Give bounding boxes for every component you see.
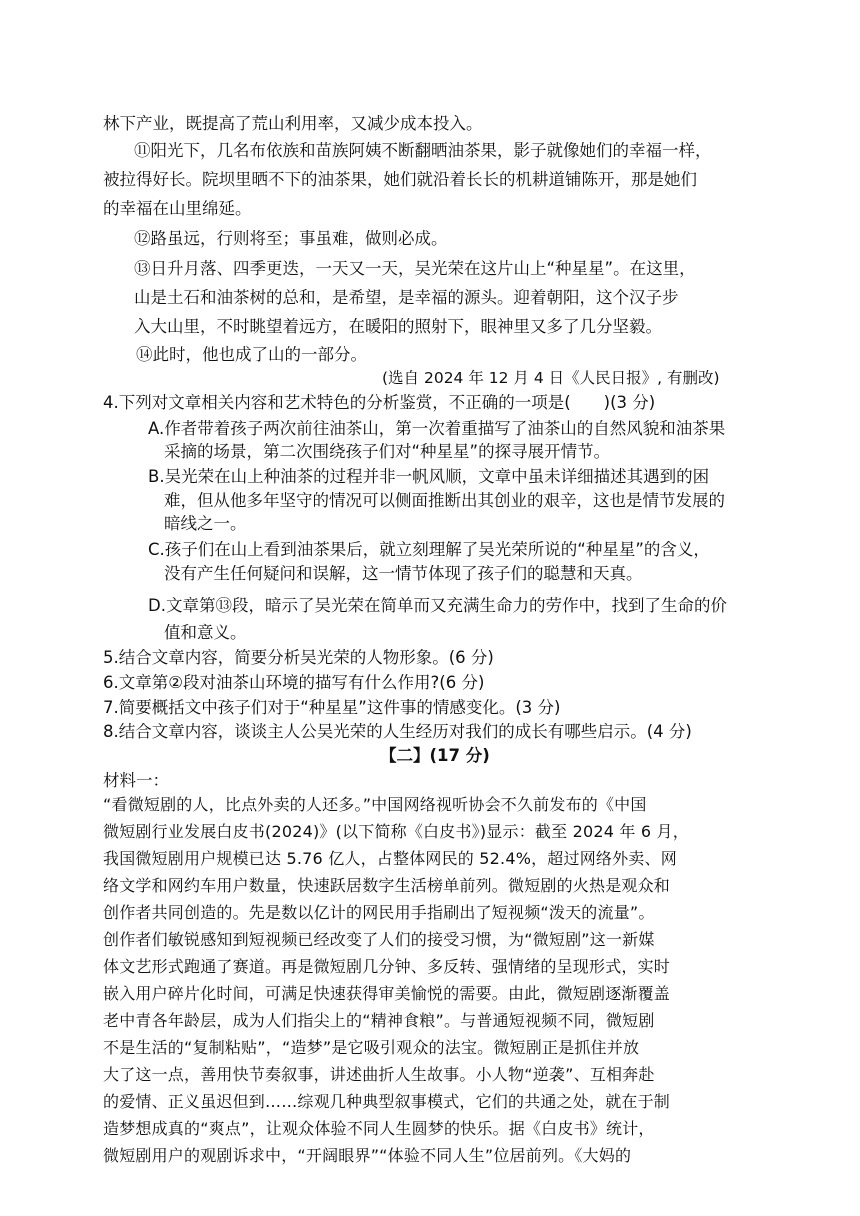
material-line: 我国微短剧用户规模已达 5.76 亿人，占整体网民的 52.4%，超过网络外卖、网: [103, 849, 677, 868]
paragraph-11-line-2: 被拉得好长。院坝里晒不下的油茶果，她们就沿着长长的机耕道铺陈开，那是她们: [103, 170, 697, 189]
material-line: 老中青各年龄层，成为人们指尖上的“精神食粮”。与普通短视频不同，微短剧: [103, 1011, 655, 1030]
option-d-line-2: 值和意义。: [164, 623, 247, 642]
question-6: 6.文章第②段对油茶山环境的描写有什么作用?(6 分): [103, 673, 485, 692]
paragraph-continuation: 林下产业，既提高了荒山利用率，又减少成本投入。: [103, 114, 483, 133]
option-a-line-2: 采摘的场景，第二次围绕孩子们对“种星星”的探寻展开情节。: [164, 442, 611, 461]
material-line: “看微短剧的人，比点外卖的人还多。”中国网络视听协会不久前发布的《中国: [103, 795, 647, 814]
paragraph-13-line-3: 入大山里，不时眺望着远方，在暖阳的照射下，眼神里又多了几分坚毅。: [134, 317, 662, 336]
option-b-line-2: 难，但从他多年坚守的情况可以侧面推断出其创业的艰辛，这也是情节发展的: [164, 491, 725, 510]
material-line: 体文艺形式跑通了赛道。再是微短剧几分钟、多反转、强情绪的呈现形式，实时: [103, 957, 671, 976]
question-5: 5.结合文章内容，简要分析吴光荣的人物形象。(6 分): [103, 648, 494, 667]
question-4: 4.下列对文章相关内容和艺术特色的分析鉴赏，不正确的一项是( )(3 分): [103, 393, 656, 412]
paragraph-11-line-3: 的幸福在山里绵延。: [103, 199, 252, 218]
option-a-line-1: A.作者带着孩子两次前往油茶山，第一次着重描写了油茶山的自然风貌和油茶果: [148, 419, 726, 438]
option-d-line-1: D.文章第⑬段，暗示了吴光荣在简单而又充满生命力的劳作中，找到了生命的价: [148, 596, 727, 615]
paragraph-13-line-2: 山是土石和油茶树的总和，是希望，是幸福的源头。迎着朝阳，这个汉子步: [134, 288, 679, 307]
section-header: 【二】(17 分): [380, 746, 490, 765]
material-line: 大了这一点，善用快节奏叙事，讲述曲折人生故事。小人物“逆袭”、互相奔赴: [103, 1065, 655, 1084]
material-label: 材料一：: [103, 771, 169, 790]
question-8: 8.结合文章内容，谈谈主人公吴光荣的人生经历对我们的成长有哪些启示。(4 分): [103, 722, 692, 741]
paragraph-14: ⑭此时，他也成了山的一部分。: [136, 345, 367, 364]
material-line: 创作者共同创造的。先是数以亿计的网民用手指刷出了短视频“泼天的流量”。: [103, 903, 655, 922]
material-line: 络文学和网约车用户数量，快速跃居数字生活榜单前列。微短剧的火热是观众和: [103, 876, 671, 895]
paragraph-12: ⑫路虽远，行则将至；事虽难，做则必成。: [134, 229, 448, 248]
material-line: 的爱情、正义虽迟但到……综观几种典型叙事模式，它们的共通之处，就在于制: [103, 1092, 671, 1111]
material-line: 创作者们敏锐感知到短视频已经改变了人们的接受习惯，为“微短剧”这一新媒: [103, 930, 655, 949]
paragraph-11-line-1: ⑪阳光下，几名布依族和苗族阿姨不断翻晒油茶果，影子就像她们的幸福一样，: [134, 141, 712, 160]
source-citation: (选自 2024 年 12 月 4 日《人民日报》, 有删改): [382, 369, 720, 387]
question-7: 7.简要概括文中孩子们对于“种星星”这件事的情感变化。(3 分): [103, 698, 561, 717]
material-line: 不是生活的“复制粘贴”，“造梦”是它吸引观众的法宝。微短剧正是抓住并放: [103, 1038, 640, 1057]
paragraph-13-line-1: ⑬日升月落、四季更迭，一天又一天，吴光荣在这片山上“种星星”。在这里，: [134, 259, 696, 278]
option-c-line-1: C.孩子们在山上看到油茶果后，就立刻理解了吴光荣所说的“种星星”的含义，: [148, 540, 710, 559]
option-b-line-3: 暗线之一。: [164, 514, 247, 533]
material-line: 嵌入用户碎片化时间，可满足快速获得审美愉悦的需要。由此，微短剧逐渐覆盖: [103, 984, 671, 1003]
option-b-line-1: B.吴光荣在山上种油茶的过程并非一帆风顺，文章中虽未详细描述其遇到的困: [148, 467, 710, 486]
material-line: 微短剧行业发展白皮书(2024)》(以下简称《白皮书》)显示：截至 2024 年 6 月，: [103, 822, 689, 841]
material-line: 微短剧用户的观剧诉求中，“开阔眼界”“体验不同人生”位居前列。《大妈的: [103, 1146, 632, 1165]
option-c-line-2: 没有产生任何疑问和误解，这一情节体现了孩子们的聪慧和天真。: [164, 564, 643, 583]
material-line: 造梦想成真的“爽点”，让观众体验不同人生圆梦的快乐。据《白皮书》统计，: [103, 1119, 655, 1138]
